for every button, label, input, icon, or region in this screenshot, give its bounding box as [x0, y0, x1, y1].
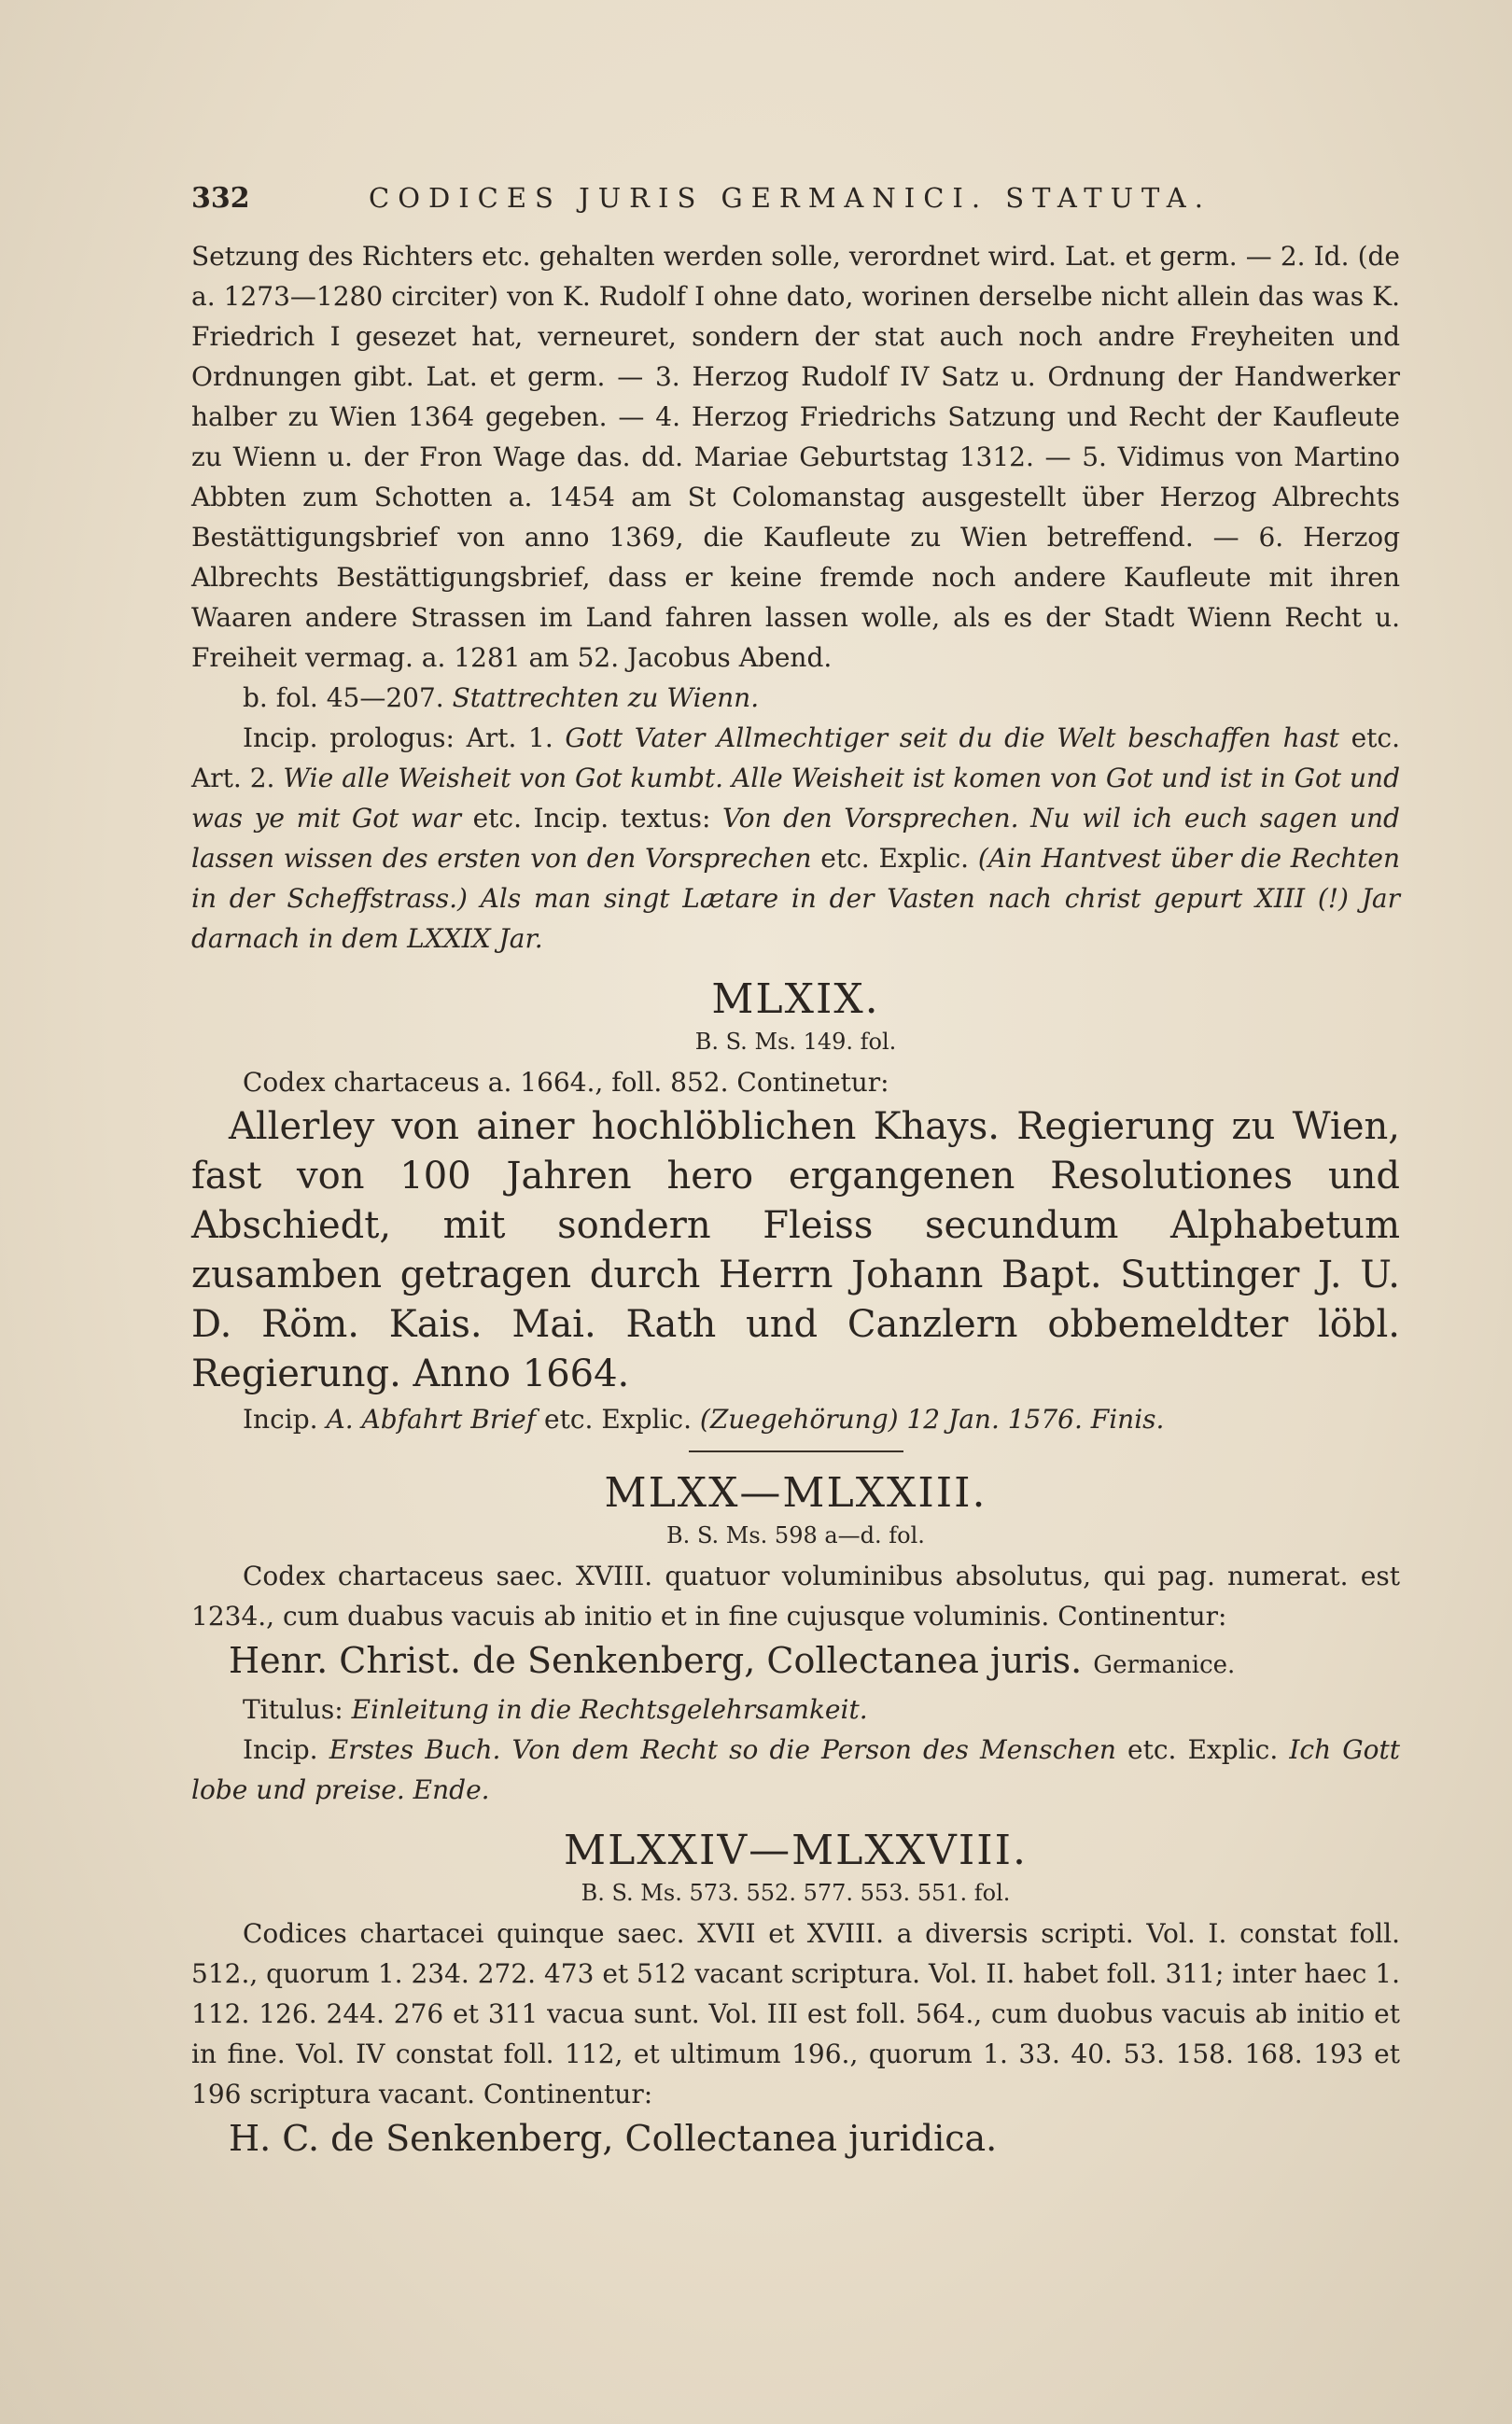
titulus-mlxx [191, 1689, 1400, 1730]
incip-label: Incip. prologus: Art. 1. [243, 722, 553, 753]
title-main: Henr. Christ. de Senkenberg, Collectanea juris. [229, 1640, 1083, 1681]
etc-explic: etc. Explic. [820, 843, 970, 874]
explic-label: etc. Explic. [1127, 1734, 1279, 1765]
shelfmark-mlxxiv: B. S. Ms. 573. 552. 577. 553. 551. fol. [581, 1880, 1011, 1906]
title-mlxxiv: H. C. de Senkenberg, Collectanea juridica. [229, 2118, 998, 2159]
titulus-label: Titulus: [243, 1694, 343, 1725]
separator-rule [689, 1450, 903, 1452]
incip-label: Incip. [243, 1734, 318, 1765]
entry-heading-mlxxiv: MLXXIV—MLXXVIII. [564, 1827, 1028, 1874]
part-b-line [191, 678, 1400, 718]
page-number: 332 [191, 182, 250, 215]
running-head [191, 182, 1400, 231]
shelfmark-mlxx: B. S. Ms. 598 a—d. fol. [666, 1522, 925, 1548]
shelfmark-mlxix: B. S. Ms. 149. fol. [694, 1029, 897, 1055]
incip-mlxx [191, 1730, 1400, 1810]
description-mlxxiv: Codices chartacei quinque saec. XVII et XVIII. a diversis scripti. Vol. I. constat foll. 512., quorum 1. 234. 272. 473 et 512 vacant scriptura. Vol. II. habet foll. 311; inter haec 1. 112. 126. 244. 276 et 311 vacua sunt. Vol. III est foll. 564., cum duobus vacuis ab initio et in fine. Vol. IV constat foll. 112, et ultimum 196., quorum 1. 33. 40. 53. 158. 168. 193 et 196 scriptura vacant. Continentur: [191, 1918, 1400, 2109]
titulus-text: Einleitung in die Rechtsgelehrsamkeit. [351, 1694, 868, 1725]
explic-text: Ich Gott lobe und preise. Ende. [191, 1734, 1400, 1805]
explic-text: (Ain Hantvest über die Rechten in der Scheffstrass.) Als man singt Lætare in der Vasten nach christ gepurt XIII (!) Jar darnach in dem LXXIX Jar. [191, 843, 1400, 954]
explic-label: etc. Explic. [544, 1404, 692, 1435]
explic-text: (Zuegehörung) 12 Jan. 1576. Finis. [699, 1404, 1165, 1435]
etc-1: etc. [1351, 722, 1401, 753]
entry-heading-mlxx: MLXX—MLXXIII. [604, 1469, 987, 1517]
entry-heading-mlxix: MLXIX. [711, 975, 880, 1023]
part-b-title: Stattrechten zu Wienn. [452, 682, 760, 713]
part-b-ref: b. fol. 45—207. [243, 682, 444, 713]
incip-art1: Gott Vater Allmechtiger seit du die Welt beschaffen hast [565, 722, 1339, 753]
etc-incip-textus: etc. Incip. textus: [472, 803, 711, 834]
incip-text: Erstes Buch. Von dem Recht so die Person des Menschen [329, 1734, 1116, 1765]
title-tail: Germanice. [1093, 1651, 1236, 1679]
description-mlxix: Codex chartaceus a. 1664., foll. 852. Continetur: [243, 1067, 889, 1098]
prologus-paragraph [191, 718, 1400, 959]
intro-paragraph: Setzung des Richters etc. gehalten werden solle, verordnet wird. Lat. et germ. — 2. Id. (de a. 1273—1280 circiter) von K. Rudolf I ohne dato, worinen derselbe nicht allein das was K. Friedrich I gesezet hat, verneuret, sondern der stat auch noch andre Freyheiten und Ordnungen gibt. Lat. et germ. — 3. Herzog Rudolf IV Satz u. Ordnung der Handwerker halber zu Wien 1364 gegeben. — 4. Herzog Friedrichs Satzung und Recht der Kaufleute zu Wienn u. der Fron Wage das. dd. Mariae Geburtstag 1312. — 5. Vidimus von Martino Abbten zum Schotten a. 1454 am St Colomanstag ausgestellt über Herzog Albrechts Bestättigungsbrief von anno 1369, die Kaufleute zu Wien betreffend. — 6. Herzog Albrechts Bestättigungsbrief, dass er keine fremde noch andere Kaufleute mit ihren Waaren andere Strassen im Land fahren lassen wolle, als es der Stadt Wienn Recht u. Freiheit vermag. a. 1281 am 52. Jacobus Abend. [191, 241, 1400, 673]
incip-label: Incip. [243, 1404, 318, 1435]
title-mlxx [191, 1636, 1400, 1689]
incip-mlxix [191, 1399, 1400, 1439]
description-mlxx: Codex chartaceus saec. XVIII. quatuor voluminibus absolutus, qui pag. numerat. est 1234., cum duabus vacuis ab initio et in fine cujusque voluminis. Continentur: [191, 1561, 1400, 1632]
incip-art2: Wie alle Weisheit von Got kumbt. Alle Weisheit ist komen von Got und ist in Got und was ye mit Got war [191, 763, 1400, 834]
art2-label: Art. 2. [191, 763, 275, 793]
incip-text: A. Abfahrt Brief [326, 1404, 537, 1435]
incip-textus: Von den Vorsprechen. Nu wil ich euch sagen und lassen wissen des ersten von den Vorsprechen [191, 803, 1400, 874]
running-title: CODICES JURIS GERMANICI. STATUTA. [369, 182, 1211, 214]
title-mlxix: Allerley von ainer hochlöblichen Khays. Regierung zu Wien, fast von 100 Jahren hero ergangenen Resolutiones und Abschiedt, mit sondern Fleiss secundum Alphabetum zusamben getragen durch Herrn Johann Bapt. Suttinger J. U. D. Röm. Kais. Mai. Rath und Canzlern obbemeldter löbl. Regierung. Anno 1664. [191, 1105, 1400, 1395]
